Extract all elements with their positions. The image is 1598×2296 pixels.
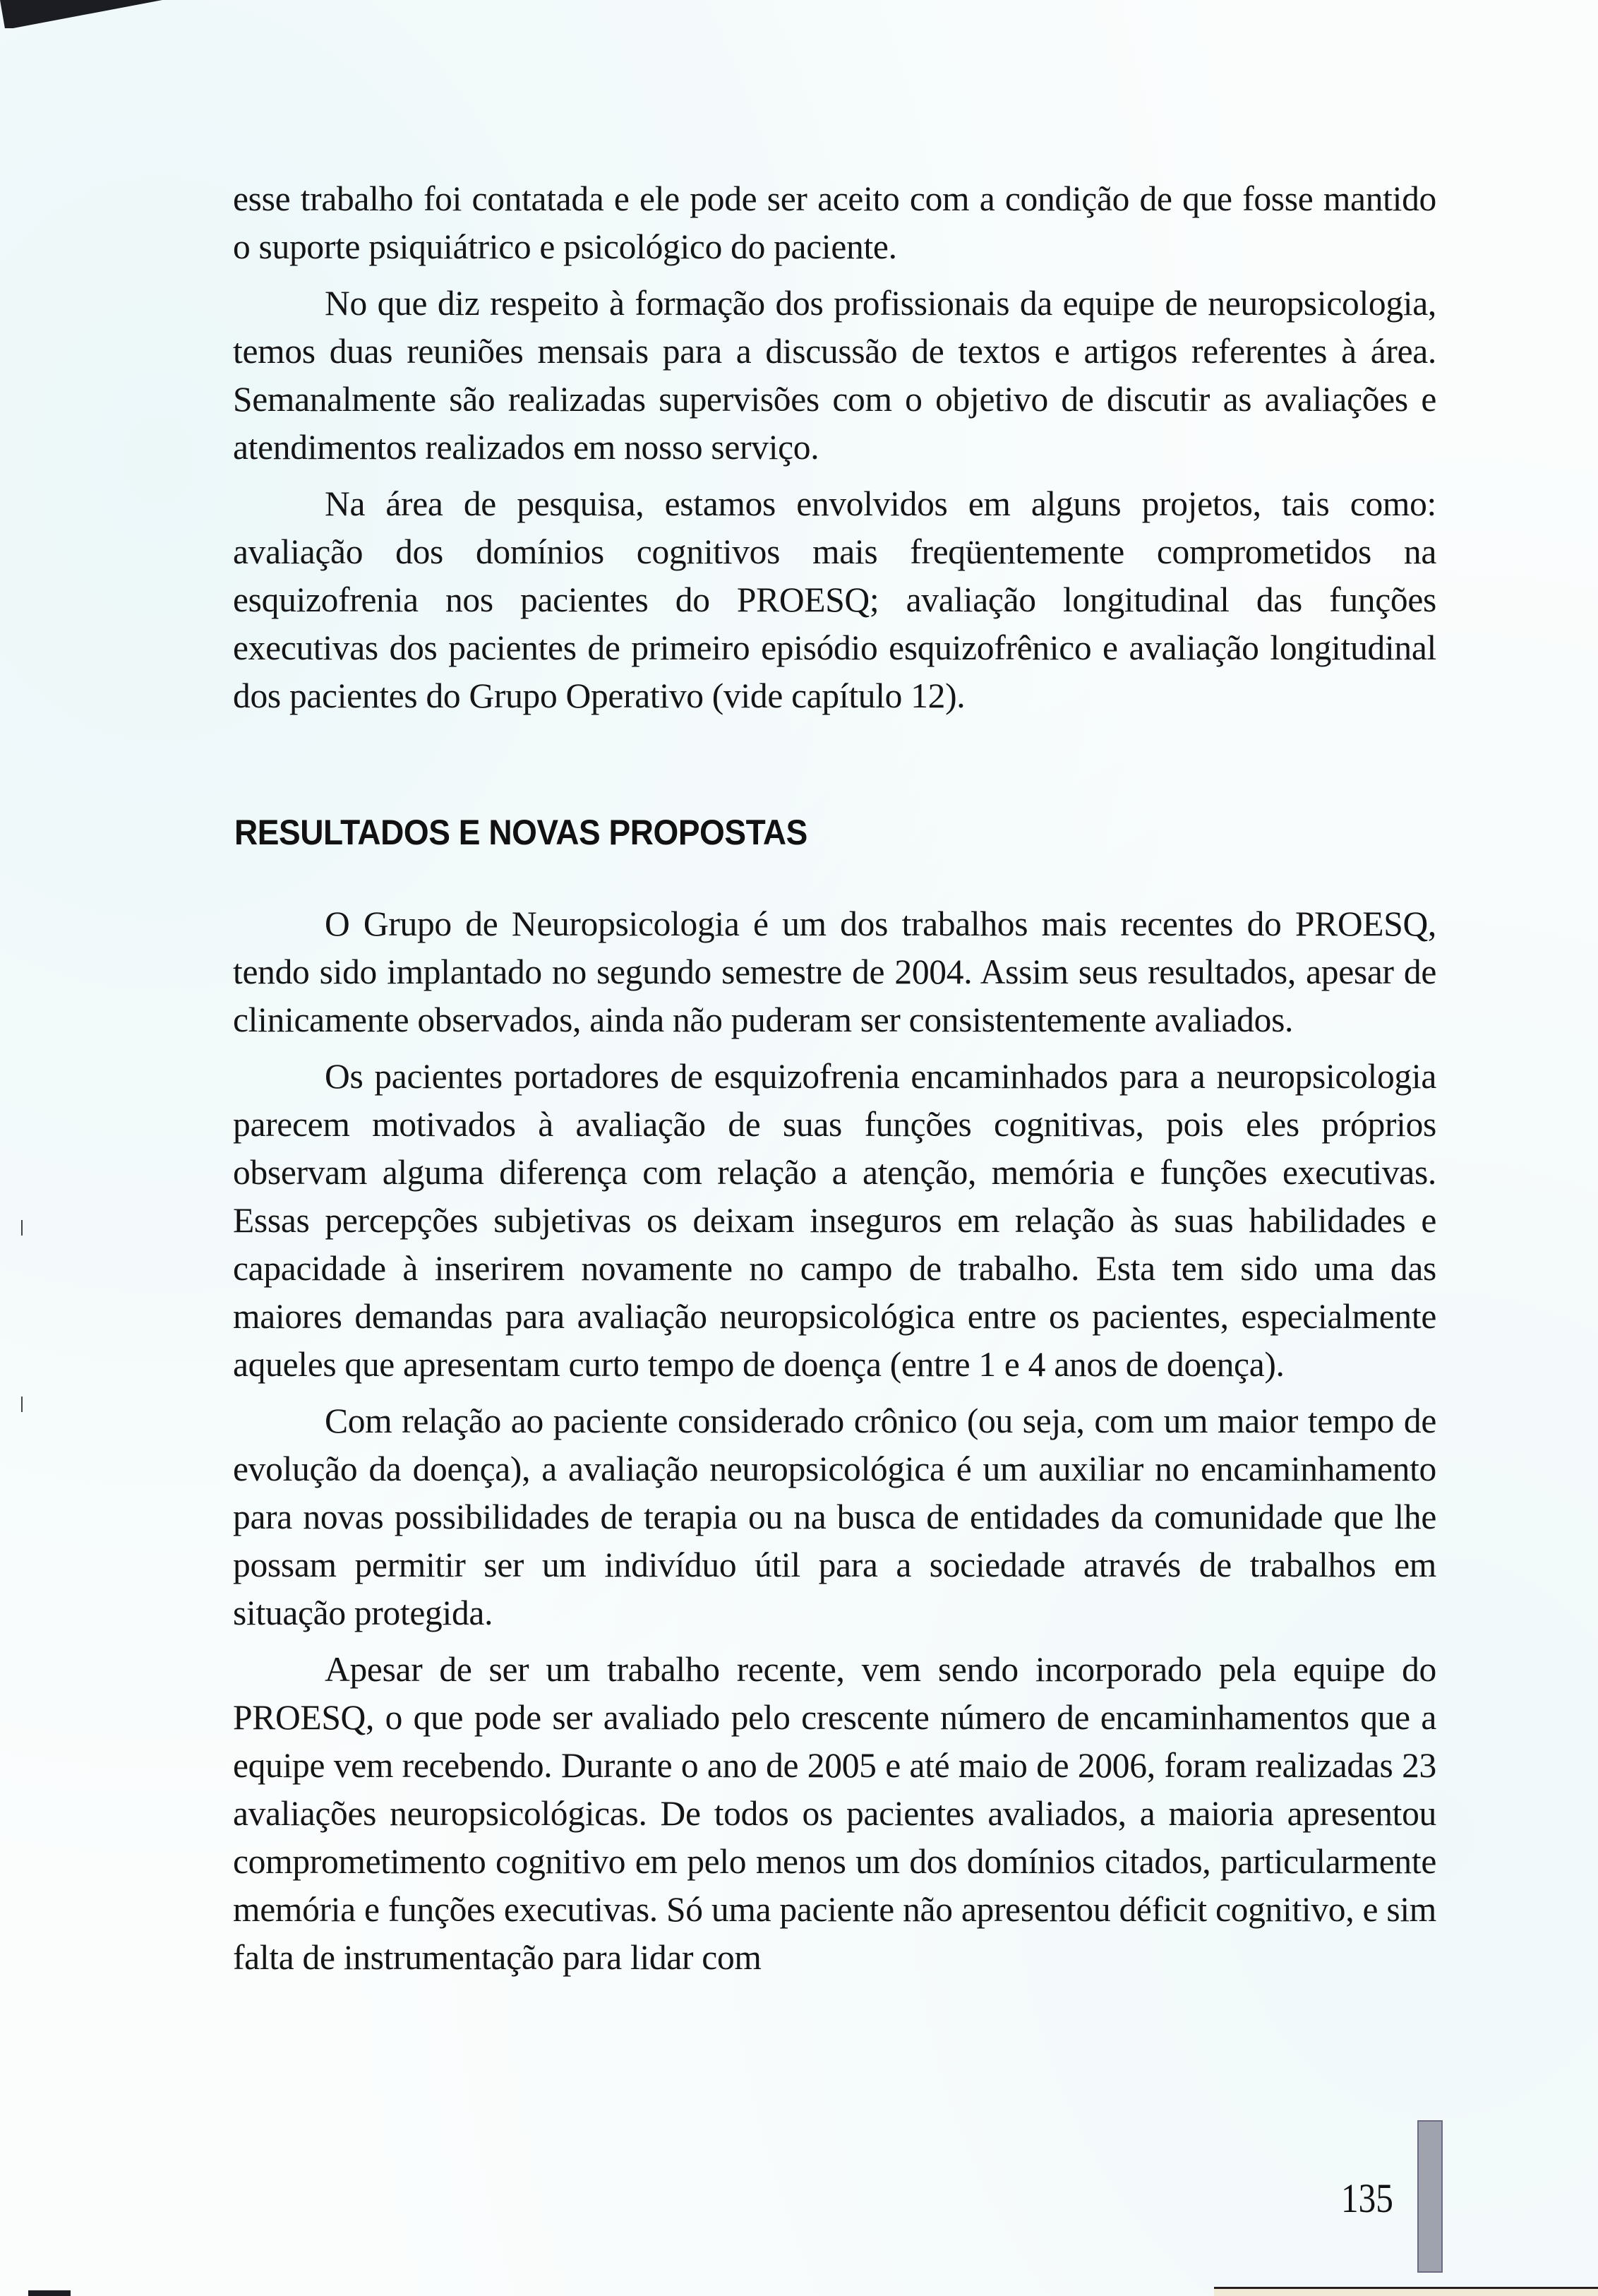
page-number: 135 <box>1341 2175 1393 2221</box>
section-heading: RESULTADOS E NOVAS PROPOSTAS <box>234 813 807 852</box>
paragraph: O Grupo de Neuropsicologia é um dos trabalhos mais recentes do PROESQ, tendo sido implantado no segundo semestre de 2004. Assim seus resultados, apesar de clinicamente observados, ainda não puderam ser consistentemente avaliados. <box>233 904 1436 1039</box>
margin-mark <box>21 1397 23 1412</box>
paragraph: Apesar de ser um trabalho recente, vem sendo incorporado pela equipe do PROESQ, o que pode ser avaliado pelo crescente número de encaminhamentos que a equipe vem recebendo. Durante o ano de 2005 e até maio de 2006, foram realizadas 23 avaliações neuropsicológicas. De todos os pacientes avaliados, a maioria apresentou comprometimento cognitivo em pelo menos um dos domínios citados, particularmente memória e funções executivas. Só uma paciente não apresentou déficit cognitivo, e sim falta de instrumentação para lidar com <box>233 1650 1436 1977</box>
paragraph: Com relação ao paciente considerado crônico (ou seja, com um maior tempo de evolução da doença), a avaliação neuropsicológica é um auxiliar no encaminhamento para novas possibilidades de terapia ou na busca de entidades da comunidade que lhe possam permitir ser um indivíduo útil para a sociedade através de trabalhos em situação protegida. <box>233 1401 1436 1632</box>
paragraph: No que diz respeito à formação dos profissionais da equipe de neuropsicologia, temos duas reuniões mensais para a discussão de textos e artigos referentes à área. Semanalmente são realizadas supervisões com o objetivo de discutir as avaliações e atendimentos realizados em nosso serviço. <box>233 284 1436 467</box>
intro-text-block <box>233 175 1436 729</box>
paragraph: Na área de pesquisa, estamos envolvidos em alguns projetos, tais como: avaliação dos domínios cognitivos mais freqüentemente comprometidos na esquizofrenia nos pacientes do PROESQ; avaliação longitudinal das funções executivas dos pacientes de primeiro episódio esquizofrênico e avaliação longitudinal dos pacientes do Grupo Operativo (vide capítulo 12). <box>233 484 1436 715</box>
page-corner-shadow-bottom <box>28 2290 71 2296</box>
margin-mark <box>21 1220 23 1236</box>
page-bottom-edge <box>1214 2287 1598 2296</box>
paragraph: Os pacientes portadores de esquizofrenia encaminhados para a neuropsicologia parecem motivados à avaliação de suas funções cognitivas, pois eles próprios observam alguma diferença com relação a atenção, memória e funções executivas. Essas percepções subjetivas os deixam inseguros em relação às suas habilidades e capacidade à inserirem novamente no campo de trabalho. Esta tem sido uma das maiores demandas para avaliação neuropsicológica entre os pacientes, especialmente aqueles que apresentam curto tempo de doença (entre 1 e 4 anos de doença). <box>233 1057 1436 1384</box>
chapter-tab-marker <box>1417 2120 1443 2273</box>
results-text-block <box>233 900 1436 1990</box>
page-corner-shadow <box>0 0 162 28</box>
paragraph: esse trabalho foi contatada e ele pode ser aceito com a condição de que fosse mantido o suporte psiquiátrico e psicológico do paciente. <box>233 179 1436 266</box>
